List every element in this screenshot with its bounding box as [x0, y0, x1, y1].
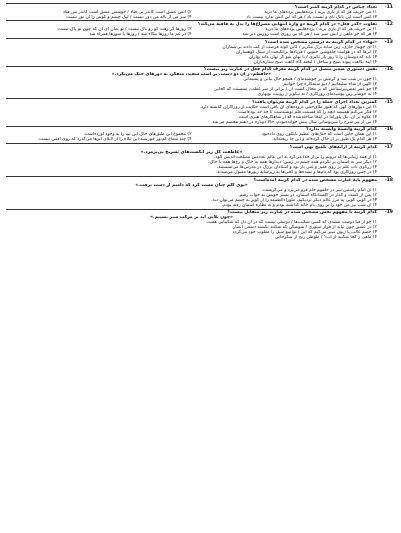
question-number: -15 [384, 99, 393, 105]
option-1[interactable]: ۱) از همه زیبایی‌ها که درونم را بر از خدا می‌کرد به این عالم عددمین مصلحت‌اندیش آلود. [213, 155, 377, 161]
question-number: -16 [384, 127, 393, 133]
option-3[interactable]: ۳) هر کدام یک طبق پر از خاک کرده‌اند و این جا ریخته‌اند. [271, 137, 377, 143]
question-stem: تعداد جناس در کدام گزینه کمتر است؟ [294, 4, 377, 10]
question-19 [6, 209, 391, 241]
option-3[interactable]: ۳) چو عمر نفس‌پیرستانش که بر محال کشت آن / برانی از سر غفلت، نشستت که کجایی [213, 87, 377, 93]
question-stem: «نهاد» در کدام گزینه به درستی مشخص شده است؟ [265, 39, 377, 45]
question-quote: «عاطفت کل زیر انگشت‌های تشریح بی‌پژمرد.» [140, 150, 243, 156]
options-row [6, 137, 377, 142]
question-number: -12 [384, 22, 393, 28]
option-3[interactable]: ۳) در کویر، گویی به مرز عالم دیگر نزدیکیم، ملوراء‌الطبیعه را از کویر به چشم می‌توان دید. [211, 197, 377, 203]
question-17 [6, 143, 391, 175]
option-1[interactable]: ۱) چون در شب شد و گرمش بر جوشیدمای / همچو حال بیانی و پشیمانی [243, 77, 377, 83]
option-3[interactable]: ۳) باید که دوستان را تا روز باز نگیری / تا نهان شو گر نهان ماند بهاران [248, 54, 377, 60]
option-2[interactable]: ۲) ابرها که در هوابیت خاموشی جنوبی / فریادها برانگیخت از سنگ کوهساران [235, 49, 377, 55]
question-stem: کمترین تعداد اجزای جمله را در کدام گزینه می‌توان یافت؟ [252, 99, 377, 105]
option-4[interactable]: ۴) نه خوشتر زین پوشیدمای روزگاری / نه نیکوتر ز روییت نوبهاری [257, 92, 377, 98]
question-stem: تفاوت «گذر فعل» در کدام گزینه دو واژهٔ انتهایی مصراع‌ها را بدل به قافیه می‌کند؟ [197, 22, 377, 28]
option-2[interactable]: ۲) مجموع این طبق‌های خاک این تپه را به وجود آورده‌است. [83, 132, 192, 138]
option-2[interactable]: ۲) روزها گر رفت گو رو باک نیست / تو بمان ای آن که چون تو پاک نیست [57, 27, 192, 33]
option-1[interactable]: ۱) می خریف هر که از یاری برید / پرده‌هایش پرده‌های ما درید [264, 9, 377, 15]
question-stem: کدام گزینه از آرایه‌های تلمیح تهی است؟ [289, 145, 377, 151]
option-4[interactable]: ۴) در غم ما روزها بیگاه شد / روزها با سوزها همراه شد [89, 32, 192, 38]
option-4[interactable]: ۴) چند شعاع کم‌نور خورشید این نگاه را از لابلای ابرها می‌گذرد که روی افقی نیست. [37, 137, 192, 143]
option-1[interactable]: ۱) چو از قبا دوست شنیدی که کسی شکیب‌ها / دوستی نیست که در آن دل که شکیبایی هست [206, 220, 377, 226]
question-number: -19 [384, 210, 393, 216]
question-quote: «چون بلایی آید بر مرکب صبر نشینم.» [150, 215, 233, 221]
option-3[interactable]: ۳) خصم غالب با زبون صبر می‌کنم که این / تواضع‌ سبل را مغلوب خود می‌گردد [232, 230, 377, 236]
option-4[interactable]: ۴) ماهی ز کجا شکیبد از آب؟ / طوطی رنج از شکرخایی [274, 235, 377, 241]
option-4[interactable]: ۴) در چنین روزگاری بود که نام‌ها و نشده‌ها و کجی‌ها به زیرسایهٔ زیورها مقبول می‌شدند. [215, 170, 377, 176]
option-3[interactable]: ۳) هر که جز ماهی ز آبش سیر شد / هر که بی روزی است روزش دیر شد [242, 32, 377, 38]
question-14 [6, 66, 391, 98]
options-row [6, 32, 377, 37]
option-2[interactable]: ۲) در عشق چون نیاید از فراز صبوری / شو‌شکن که شکنند نکشند دشمن انصار [233, 225, 377, 231]
question-number: -17 [384, 145, 393, 151]
option-2[interactable]: ۲) دیگر سر به آسمان بر نکردم همه چشم در زمین؛ دیدارها همه به خاک و رخ‌ها همه با خاک. [208, 160, 377, 166]
option-4[interactable]: ۴) سر من از ناله من دور نیست / لیک چشم و گوش را آن نور نیست [66, 14, 192, 20]
option-1[interactable]: ۱) نی حریف هر که از یاری برید / پرده‌هایش پرده‌های ما درید [265, 27, 377, 33]
question-16 [6, 126, 391, 143]
question-13 [6, 38, 391, 65]
option-3[interactable]: ۳) زرتاوی باب علم بر روی فقیر و غنی باز بود و استادان بزرگ در مدرس‌ها می‌نشستند. [216, 165, 377, 171]
option-1[interactable]: ۱) این دیوارهای کهن که هنوز طاق‌خمی درو‌ده‌های آن باقی است حکایت از روزگاران گذشته دارد. [199, 104, 377, 110]
option-4[interactable]: ۴) آینهٔ نگاهت پیوند صبح و ساحل / لبخند گاه گاهت صبح ستاره‌باران [253, 59, 377, 65]
question-18 [6, 176, 391, 208]
question-stem: نقش دستوری ضمیر متصل در کدام گزینه معرف کدام فعل در عبارت زیر نیست؟ [203, 67, 377, 73]
question-number: -13 [384, 39, 393, 45]
question-quote: «حافظم، ز آن دو دست، بر اسب سفید، متفکر، به دورهای جنگ می‌نگرد.» [111, 72, 272, 78]
question-stem: کدام گزینه با مفهوم بخش مشخص شده در عبارت زیر متقابل نیست؟ [227, 210, 377, 216]
option-3[interactable]: ۳) آتش است این بانگ نای و نیست باد / هر که این آتش ندارد نیست باد [246, 14, 377, 20]
option-2[interactable]: ۲) فکر می‌کنم همیشه آنچه را که قسمت قلم نوشته‌ست تا چه حد بوده‌است. [236, 109, 377, 115]
question-number: -14 [384, 67, 393, 73]
question-12 [6, 20, 391, 37]
option-2[interactable]: ۲) آتش عشق است کاندر نی فتاد / جوشش عشق است کاندر می فتاد [62, 9, 192, 15]
option-4[interactable]: ۴) من از پیر شرح را سرپوشانی سال پیش خوانده‌بودم. حالا دوباره در ذهنم مجسم می‌شد. [210, 119, 377, 125]
option-1[interactable]: ۱) ای جویبار جاری، زین سایه برگ مگریز / کاین گونه فرصت از کف دادند بی‌شماران [222, 44, 377, 50]
option-4[interactable]: ۴) آن شب نیز من خود را بر روی بام خانه گذاشته بودم و به تظارهٔ آسمان رفته بودم. [221, 202, 377, 208]
question-stem: مفهوم پایهٔ عبارت مشخص شده در کدام گزینه آمده‌است؟ [253, 177, 377, 183]
option-2[interactable]: ۲) آگهی از شاه سلیمانیم / دیو ستمگاره چرا خوانیم [283, 82, 377, 88]
option-3[interactable]: ۳) علاوه بر آن، یک پاوراما در اینجا ساخته‌شده که از شاهکارهای هنری است. [237, 114, 377, 120]
option-1[interactable]: ۱) آن امام راستین سر در حلقوم جام قرو می‌برد و می‌گریست. [261, 187, 377, 193]
options-row [6, 15, 377, 20]
question-number: -18 [384, 177, 393, 183]
question-stem: کدام گزینه وابستهٔ وابسته ندارد؟ [306, 127, 377, 133]
question-11 [6, 3, 391, 20]
option-2[interactable]: ۲) پس از گشت و گذار در گلستانگاه آسمان، در بستر خویش به خواب رفتم. [238, 192, 377, 198]
option-1[interactable]: ۱) این همان جایی است که جنگ‌های عظیم نابلئون روی داده‌بود. [260, 132, 377, 138]
question-number: -11 [384, 4, 393, 10]
question-15 [6, 98, 391, 125]
question-quote: «بوی گلم چنان مست کرد که دامنم از دست برفت.» [135, 182, 248, 188]
